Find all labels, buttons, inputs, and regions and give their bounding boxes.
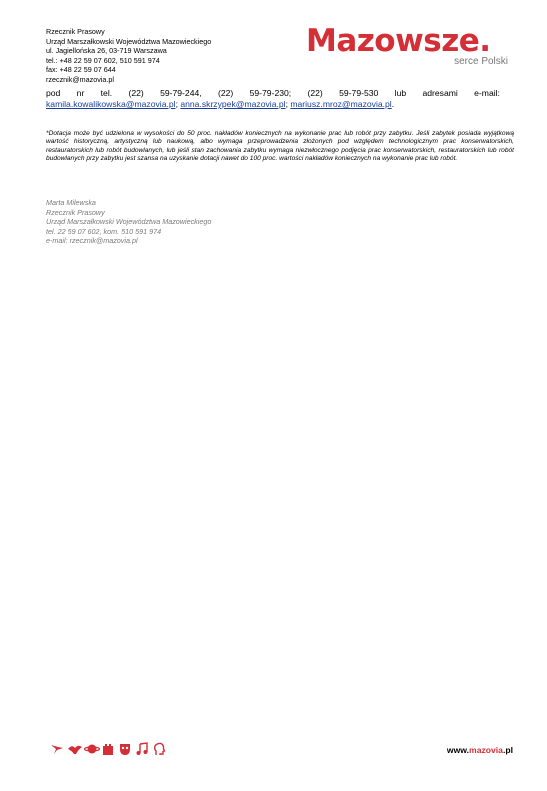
signature-line: tel. 22 59 07 602, kom. 510 591 974	[46, 226, 162, 236]
contact-paragraph	[46, 88, 500, 110]
signature-line: e-mail: rzecznik@mazovia.pl	[46, 236, 138, 246]
header-contact-line: fax: +48 22 59 07 644	[46, 65, 116, 75]
contact-word: 59-79-230;	[249, 88, 292, 98]
contact-word: (22)	[307, 88, 323, 98]
email-link[interactable]: kamila.kowalikowska@mazovia.pl	[46, 99, 176, 109]
head-profile-icon	[152, 742, 166, 756]
contact-word: lub	[394, 88, 407, 98]
email-link[interactable]: mariusz.mroz@mazovia.pl	[290, 99, 392, 109]
header-contact-line: Rzecznik Prasowy	[46, 27, 105, 36]
contact-row-emails	[46, 99, 500, 110]
contact-word: tel.	[100, 88, 113, 98]
footer-website-link[interactable]	[447, 745, 513, 755]
header-contact-line: Urząd Marszałkowski Województwa Mazowieckiego	[46, 36, 212, 46]
contact-word: 59-79-530	[339, 88, 379, 98]
contact-word: 59-79-244,	[160, 88, 202, 98]
contact-word: e-mail:	[474, 88, 500, 98]
contact-word: nr	[76, 88, 85, 98]
mask-icon	[118, 742, 132, 756]
footer-url-prefix: www.	[446, 745, 470, 755]
email-separator: ;	[175, 99, 181, 109]
signature-block	[46, 198, 211, 246]
signature-line: Marta Milewska	[46, 198, 96, 207]
header-contact-block	[46, 27, 211, 85]
mazowsze-logo	[306, 24, 516, 74]
contact-word: adresami	[422, 88, 458, 98]
footnote-paragraph: *Dotacja może być udzielona w wysokości do 50 proc. nakładów koniecznych na wykonanie prac lub robót przy zabytku. Jeśli zabytek posiada wyjątkową wartość historyczną, artystyczną lub naukową, albo wymaga przeprowadzenia złożonych pod względem technologicznym prac konserwatorskich, restauratorskich lub robót budowlanych, lub jeśli stan zachowania zabytku wymaga niezwłocznego podjęcia prac konserwatorskich, restauratorskich lub robót budowlanych przy zabytku jest szansa na uzyskanie dotacji nawet do 100 proc. wartości nakładów koniecznych na wykonanie prac lub robót.	[46, 130, 514, 162]
music-note-icon	[135, 742, 149, 756]
contact-word: pod	[46, 88, 61, 98]
signature-line: Urząd Marszałkowski Województwa Mazowieckiego	[46, 217, 212, 227]
header-contact-line: rzecznik@mazovia.pl	[46, 74, 115, 84]
bird-icon	[50, 742, 64, 756]
contact-row-phones	[46, 88, 500, 99]
email-link[interactable]: anna.skrzypek@mazovia.pl	[180, 99, 286, 109]
header-contact-line: tel.: +48 22 59 07 602, 510 591 974	[46, 55, 160, 65]
logo-wordmark: Mazowsze.	[306, 23, 491, 59]
footer-icon-strip	[50, 742, 166, 756]
eagle-icon	[67, 742, 81, 756]
logo-subtitle: serce Polski	[454, 56, 508, 67]
castle-icon	[101, 742, 115, 756]
footer-url-accent: mazovia	[469, 745, 503, 755]
footer-url-suffix: .pl	[502, 745, 513, 755]
email-separator: ;	[285, 99, 291, 109]
contact-word: (22)	[217, 88, 234, 98]
planet-icon	[84, 742, 98, 756]
contact-word: (22)	[128, 88, 144, 98]
signature-line: Rzecznik Prasowy	[46, 207, 105, 217]
contact-end: .	[391, 99, 395, 109]
header-contact-line: ul. Jagiellońska 26, 03-719 Warszawa	[46, 46, 167, 56]
